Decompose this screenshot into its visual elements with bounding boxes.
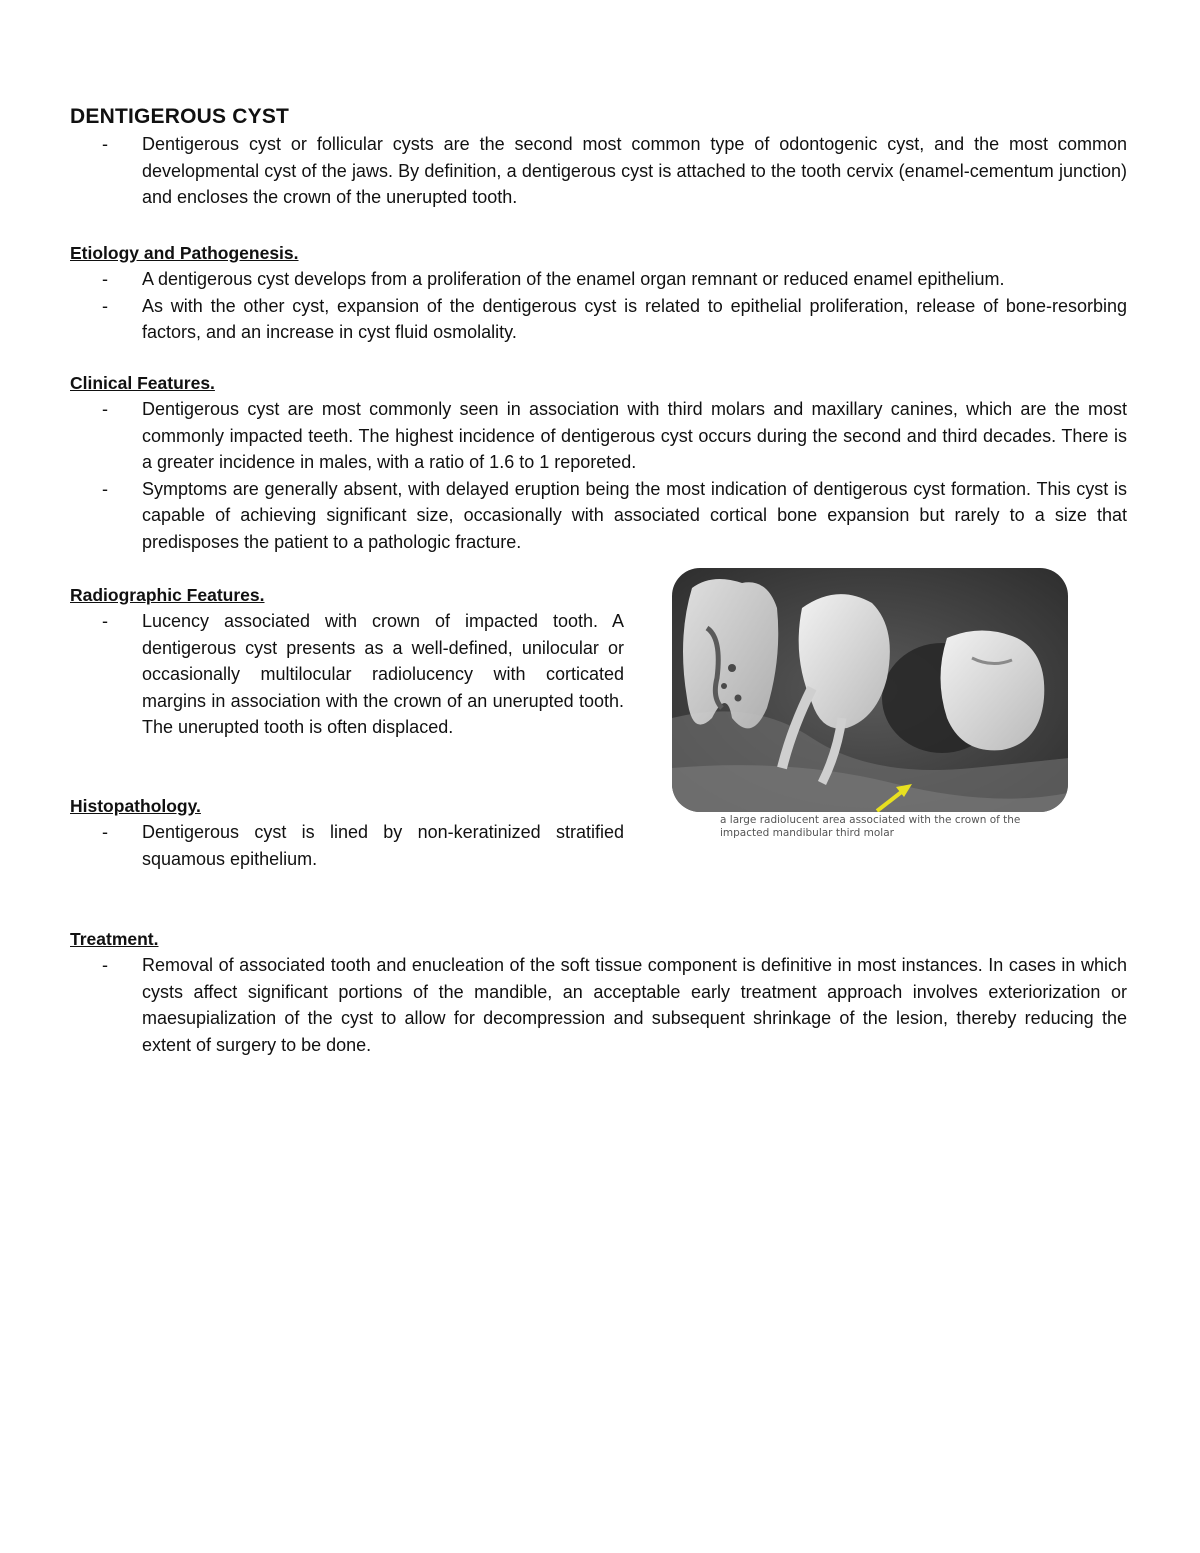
list-item: - Symptoms are generally absent, with delayed eruption being the most indication of dentigerous cyst formation. This cyst is capable of achieving significant size, occasionally with associated cortical bone expansion but rarely to a size that predisposes the patient to a pathologic fracture.	[70, 476, 1127, 556]
treatment-list	[70, 952, 1127, 1058]
list-item: - Lucency associated with crown of impacted tooth. A dentigerous cyst presents as a well-defined, unilocular or occasionally multilocular radiolucency with corticated margins in association with the crown of an unerupted tooth. The unerupted tooth is often displaced.	[70, 608, 624, 741]
intro-list	[70, 131, 1127, 211]
etiology-list	[70, 266, 1127, 346]
radiographic-features-list	[70, 608, 624, 741]
clinical-features-heading: Clinical Features.	[70, 373, 215, 393]
figure-caption: a large radiolucent area associated with the crown of the impacted mandibular third molar	[720, 814, 1021, 839]
radiograph-image	[672, 568, 1068, 812]
list-item: - Dentigerous cyst or follicular cysts are the second most common type of odontogenic cyst, and the most common developmental cyst of the jaws. By definition, a dentigerous cyst is attached to the tooth cervix (enamel-cementum junction) and encloses the crown of the unerupted tooth.	[70, 131, 1127, 211]
list-item: - A dentigerous cyst develops from a proliferation of the enamel organ remnant or reduced enamel epithelium.	[70, 266, 1127, 293]
list-item: - Dentigerous cyst is lined by non-keratinized stratified squamous epithelium.	[70, 819, 624, 872]
list-item: - Dentigerous cyst are most commonly seen in association with third molars and maxillary canines, which are the most commonly impacted teeth. The highest incidence of dentigerous cyst occurs during the second and third decades. There is a greater incidence in males, with a ratio of 1.6 to 1 reporeted.	[70, 396, 1127, 476]
clinical-features-list	[70, 396, 1127, 555]
document-title: DENTIGEROUS CYST	[70, 105, 290, 128]
treatment-heading: Treatment.	[70, 929, 159, 949]
histopathology-heading: Histopathology.	[70, 796, 201, 816]
histopathology-list	[70, 819, 624, 872]
etiology-heading: Etiology and Pathogenesis.	[70, 243, 299, 263]
list-item: - As with the other cyst, expansion of the dentigerous cyst is related to epithelial proliferation, release of bone-resorbing factors, and an increase in cyst fluid osmolality.	[70, 293, 1127, 346]
list-item: - Removal of associated tooth and enucleation of the soft tissue component is definitive in most instances. In cases in which cysts affect significant portions of the mandible, an acceptable early treatment approach involves exteriorization or maesupialization of the cyst to allow for decompression and subsequent shrinkage of the lesion, thereby reducing the extent of surgery to be done.	[70, 952, 1127, 1058]
radiograph-figure	[672, 568, 1068, 839]
radiographic-features-heading: Radiographic Features.	[70, 585, 265, 605]
